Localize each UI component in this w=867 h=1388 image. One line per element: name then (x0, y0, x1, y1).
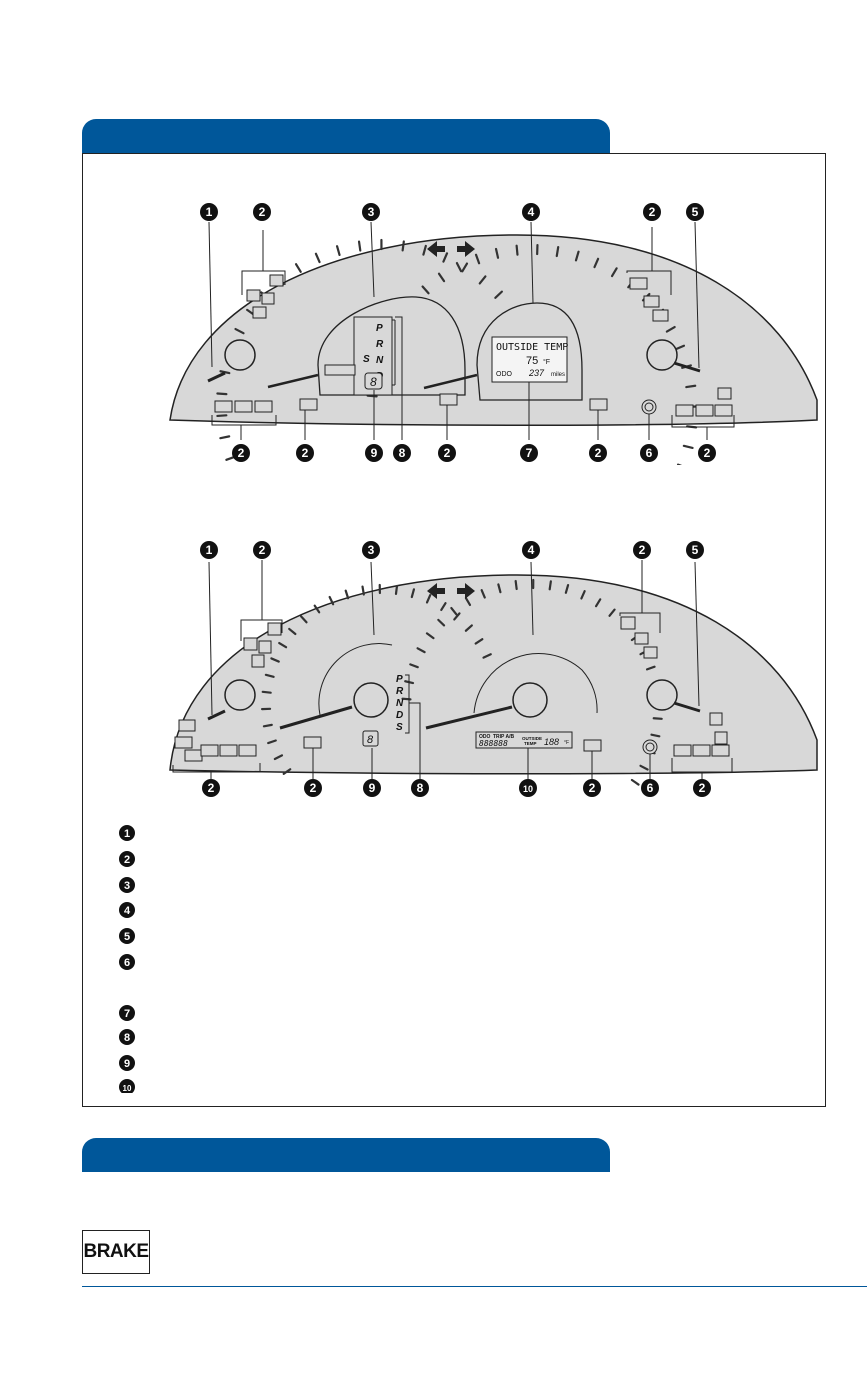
svg-text:8: 8 (123, 1032, 131, 1044)
shift-letter-n: N (376, 355, 384, 366)
svg-text:3: 3 (367, 205, 375, 219)
shift-letter-n: N (396, 698, 404, 709)
shift-letter-d: D (396, 710, 404, 721)
bottom-divider (82, 1286, 867, 1287)
svg-text:8: 8 (398, 446, 406, 460)
display-outside-label-b: OUTSIDE (522, 736, 543, 741)
svg-text:2: 2 (301, 446, 309, 460)
display-trip-label-b: TRIP A/B (493, 734, 515, 740)
legend-list (118, 823, 418, 1093)
svg-text:3: 3 (367, 543, 375, 557)
svg-text:2: 2 (258, 543, 266, 557)
legend-item-7 (119, 1005, 135, 1021)
shift-letter-r: R (396, 686, 404, 697)
callout-marker (643, 203, 661, 221)
brake-warning-icon: BRAKE (82, 1230, 150, 1274)
legend-item-2 (119, 851, 135, 867)
svg-text:4: 4 (527, 205, 535, 219)
gear-digit-a: 8 (370, 375, 377, 389)
display-temp-value: 75 (526, 355, 539, 367)
callout-marker (232, 444, 250, 462)
callout-marker (296, 444, 314, 462)
callout-marker (686, 203, 704, 221)
svg-text:9: 9 (368, 781, 376, 795)
callout-marker (253, 541, 271, 559)
display-odo-label: ODO (496, 371, 512, 378)
callout-marker (362, 203, 380, 221)
svg-text:6: 6 (645, 446, 653, 460)
temp-gauge-b (647, 680, 677, 710)
shift-notch-a (325, 365, 355, 375)
svg-text:2: 2 (588, 781, 596, 795)
callout-marker (520, 444, 538, 462)
svg-text:2: 2 (703, 446, 711, 460)
temp-gauge-a (647, 340, 677, 370)
svg-text:2: 2 (309, 781, 317, 795)
svg-text:2: 2 (638, 543, 646, 557)
callout-marker (693, 779, 711, 797)
svg-text:2: 2 (698, 781, 706, 795)
callout-marker (589, 444, 607, 462)
fuel-gauge-a (225, 340, 255, 370)
callout-marker (522, 203, 540, 221)
legend-markers (118, 823, 418, 1093)
svg-text:10: 10 (122, 1084, 132, 1093)
speed-hub-b (513, 683, 547, 717)
section-header-bar-2 (82, 1138, 610, 1172)
legend-item-1 (119, 825, 135, 841)
shift-letter-s: S (396, 722, 403, 733)
legend-item-6 (119, 954, 135, 970)
callout-marker (411, 779, 429, 797)
svg-text:2: 2 (443, 446, 451, 460)
display-odo-digits-b: 888888 (479, 739, 508, 748)
svg-text:1: 1 (123, 828, 131, 840)
svg-text:5: 5 (691, 543, 699, 557)
svg-text:2: 2 (237, 446, 245, 460)
svg-text:9: 9 (370, 446, 378, 460)
cluster-a-drawing (82, 195, 826, 465)
cluster-b-drawing (82, 535, 826, 805)
display-mileage: 237 (529, 368, 545, 378)
callout-marker (686, 541, 704, 559)
svg-text:10: 10 (522, 784, 534, 794)
svg-text:2: 2 (258, 205, 266, 219)
callout-marker (633, 541, 651, 559)
display-temp-unit: °F (543, 359, 551, 366)
callout-marker (640, 444, 658, 462)
svg-text:7: 7 (123, 1008, 131, 1020)
shift-letter-s: S (363, 354, 370, 365)
display-miles-unit: miles (551, 372, 566, 378)
legend-item-8 (119, 1029, 135, 1045)
trip-reset-knob-a (642, 400, 656, 414)
svg-text:5: 5 (123, 931, 131, 943)
legend-item-5 (119, 928, 135, 944)
svg-text:3: 3 (123, 880, 131, 892)
svg-text:4: 4 (527, 543, 535, 557)
svg-text:2: 2 (123, 854, 131, 866)
callout-marker (200, 203, 218, 221)
shift-letter-p: P (396, 674, 403, 685)
svg-text:2: 2 (648, 205, 656, 219)
tach-hub-b (354, 683, 388, 717)
instrument-cluster-b (82, 535, 826, 805)
svg-text:2: 2 (594, 446, 602, 460)
legend-item-10 (119, 1079, 135, 1093)
shift-letter-r: R (376, 339, 384, 350)
fuel-gauge-b (225, 680, 255, 710)
callout-marker (438, 444, 456, 462)
gear-digit-b: 8 (367, 734, 374, 746)
callout-marker (393, 444, 411, 462)
svg-text:2: 2 (207, 781, 215, 795)
display-odo-label-b: ODO (479, 734, 491, 740)
legend-item-4 (119, 902, 135, 918)
svg-text:4: 4 (123, 905, 131, 917)
callout-marker (200, 541, 218, 559)
svg-text:5: 5 (691, 205, 699, 219)
callout-marker (641, 779, 659, 797)
legend-item-3 (119, 877, 135, 893)
callout-marker (698, 444, 716, 462)
display-temp-unit-b: °F (564, 740, 570, 746)
callout-marker (202, 779, 220, 797)
callout-marker (583, 779, 601, 797)
svg-text:7: 7 (525, 446, 533, 460)
display-temp-label-b: TEMP (524, 741, 537, 746)
callout-marker (365, 444, 383, 462)
callout-marker (253, 203, 271, 221)
section-header-bar-1 (82, 119, 610, 153)
callout-marker (519, 779, 537, 797)
svg-text:6: 6 (646, 781, 654, 795)
shift-letter-p: P (376, 323, 383, 334)
svg-text:1: 1 (205, 205, 213, 219)
trip-reset-knob-b (643, 740, 657, 754)
instrument-cluster-a (82, 195, 826, 465)
display-outside-temp-label: OUTSIDE TEMP (496, 342, 569, 353)
svg-text:9: 9 (123, 1058, 131, 1070)
svg-text:6: 6 (123, 957, 131, 969)
callout-marker (362, 541, 380, 559)
callout-marker (522, 541, 540, 559)
callout-marker (304, 779, 322, 797)
legend-item-9 (119, 1055, 135, 1071)
display-temp-digits-b: 188 (544, 737, 560, 747)
callout-marker (363, 779, 381, 797)
svg-text:1: 1 (205, 543, 213, 557)
svg-text:8: 8 (416, 781, 424, 795)
